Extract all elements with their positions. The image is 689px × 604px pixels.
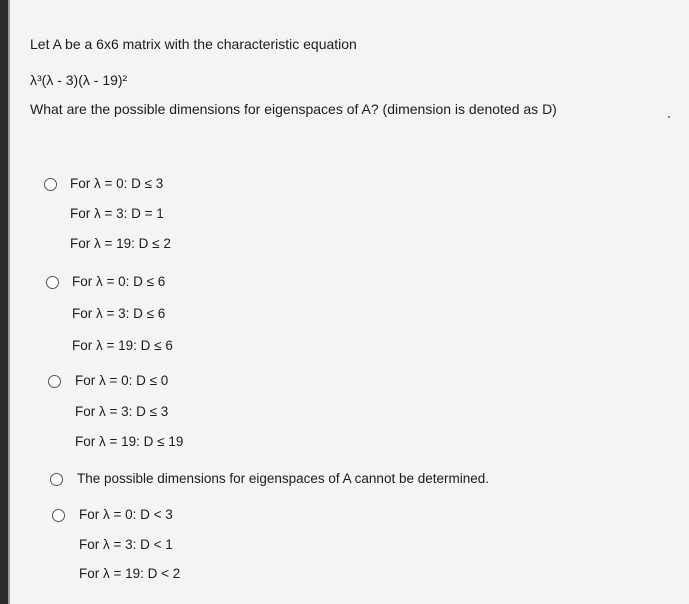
question-prompt: What are the possible dimensions for eigenspaces of A? (dimension is denoted as D) (30, 101, 557, 117)
radio-button-option-4[interactable] (50, 473, 63, 486)
option-2-line-3: For λ = 19: D ≤ 6 (72, 338, 173, 353)
question-text-line1: Let A be a 6x6 matrix with the characteristic equation (30, 36, 357, 52)
option-2-line-2: For λ = 3: D ≤ 6 (72, 306, 166, 321)
stray-mark (668, 116, 670, 118)
option-1-line-1: For λ = 0: D ≤ 3 (70, 176, 164, 191)
option-4-line-1: The possible dimensions for eigenspaces of A cannot be determined. (77, 471, 490, 486)
option-1-line-3: For λ = 19: D ≤ 2 (70, 236, 171, 251)
option-3-line-2: For λ = 3: D ≤ 3 (75, 404, 169, 419)
option-3-line-1: For λ = 0: D ≤ 0 (75, 373, 169, 388)
option-5-line-3: For λ = 19: D < 2 (79, 566, 181, 581)
option-2-line-1: For λ = 0: D ≤ 6 (72, 274, 166, 289)
radio-button-option-3[interactable] (48, 375, 61, 388)
radio-button-option-2[interactable] (46, 276, 59, 289)
option-5-line-2: For λ = 3: D < 1 (79, 537, 173, 552)
radio-button-option-1[interactable] (44, 178, 57, 191)
characteristic-equation: λ³(λ - 3)(λ - 19)² (30, 72, 128, 88)
option-1-line-2: For λ = 3: D = 1 (70, 206, 164, 221)
radio-button-option-5[interactable] (52, 509, 65, 522)
option-3-line-3: For λ = 19: D ≤ 19 (75, 434, 184, 449)
option-5-line-1: For λ = 0: D < 3 (79, 507, 173, 522)
question-panel (8, 0, 689, 604)
